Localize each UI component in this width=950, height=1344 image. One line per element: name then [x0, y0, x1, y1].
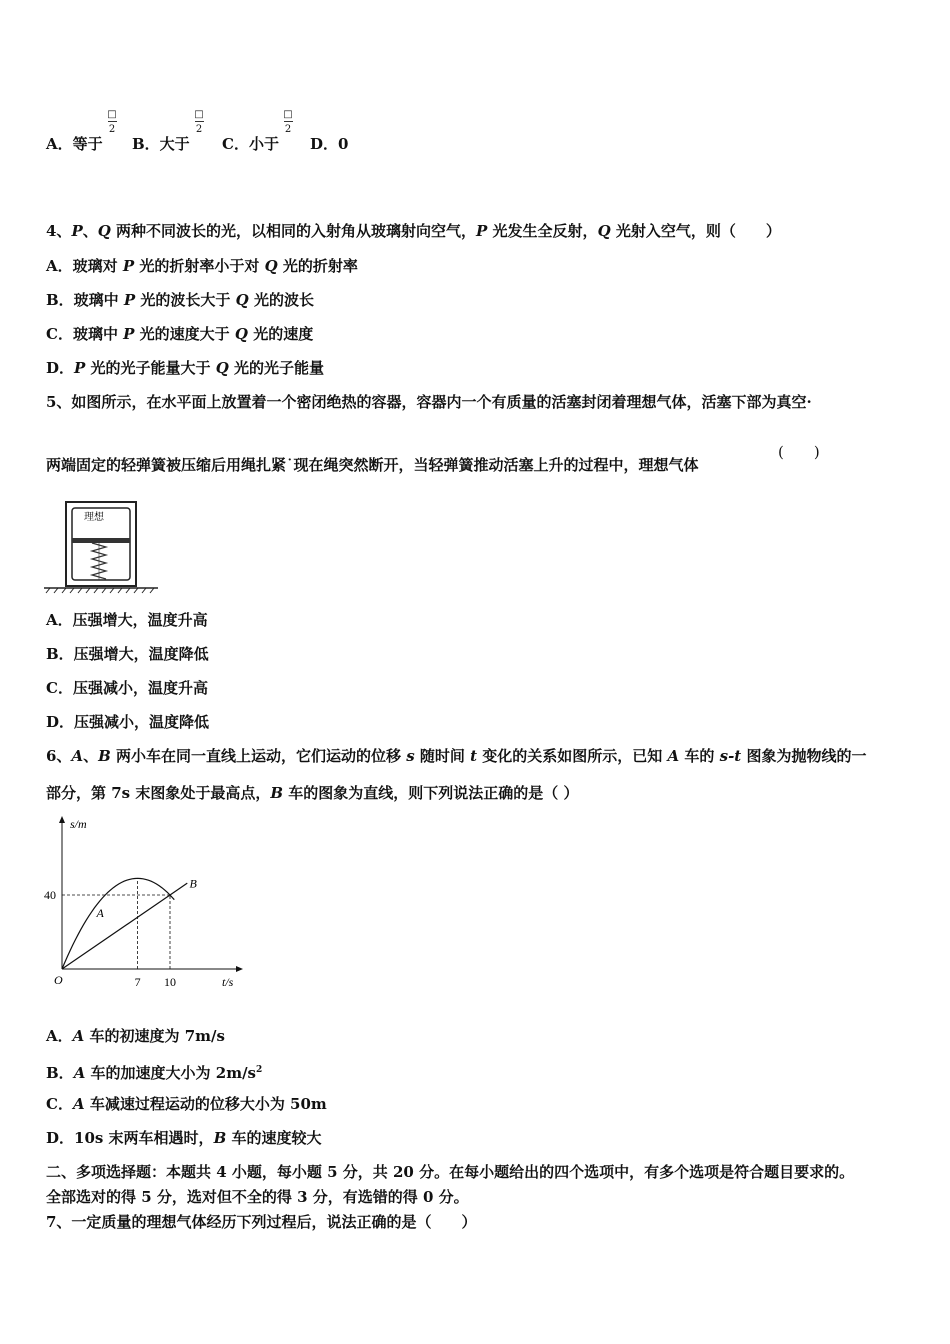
- q5-container-figure: [44, 498, 160, 594]
- section2-heading-line2: 全部选对的得 5 分，选对但不全的得 3 分，有选错的得 0 分。: [46, 1188, 469, 1206]
- section2-heading-line1: 二、多项选择题：本题共 4 小题，每小题 5 分，共 20 分。在每小题给出的四个选项中，有多个选项是符合题目要求的。: [46, 1163, 855, 1181]
- q6-option-d: D．10s 末两车相遇时，B 车的速度较大: [46, 1129, 322, 1147]
- q4-stem: 4、P、Q 两种不同波长的光，以相同的入射角从玻璃射向空气，P 光发生全反射，Q 光射入空气，则（ ）: [46, 222, 781, 240]
- series-b-label: B: [189, 876, 197, 891]
- q6-st-chart: [40, 814, 250, 994]
- fraction-numerator: □: [194, 109, 204, 120]
- q4-option-b: B．玻璃中 P 光的波长大于 Q 光的波长: [46, 291, 314, 309]
- y-axis-label: s/m: [70, 817, 87, 831]
- y-tick-40: 40: [44, 888, 56, 902]
- x-axis-label: t/s: [222, 975, 234, 989]
- q3-option-c: C．小于: [222, 135, 279, 153]
- q6-option-b: B．A 车的加速度大小为 $2m/s^2$: [46, 1064, 263, 1082]
- q6-stem-line2: 部分，第 7s 末图象处于最高点，B 车的图象为直线，则下列说法正确的是（ ）: [46, 784, 579, 802]
- q6-option-a: A．A 车的初速度为 7m/s: [46, 1027, 225, 1045]
- q5-option-c: C．压强减小，温度升高: [46, 679, 208, 697]
- gas-label: 理想: [84, 512, 104, 523]
- q4-option-c: C．玻璃中 P 光的速度大于 Q 光的速度: [46, 325, 314, 343]
- series-a-label: A: [96, 906, 104, 921]
- q5-option-d: D．压强减小，温度降低: [46, 713, 210, 731]
- q7-stem: 7、一定质量的理想气体经历下列过程后，说法正确的是（ ）: [46, 1213, 477, 1231]
- fraction-denominator: 2: [108, 124, 116, 135]
- q6-option-c: C．A 车减速过程运动的位移大小为 50m: [46, 1095, 327, 1113]
- q5-option-b: B．压强增大，温度降低: [46, 645, 209, 663]
- q4-option-d: D．P 光的光子能量大于 Q 光的光子能量: [46, 359, 325, 377]
- q4-option-a: A．玻璃对 P 光的折射率小于对 Q 光的折射率: [46, 257, 358, 275]
- q3-option-a: A．等于: [46, 135, 103, 153]
- fraction-bar: [284, 121, 293, 122]
- q5-stem-line1: 5、如图所示，在水平面上放置着一个密闭绝热的容器，容器内一个有质量的活塞封闭着理想气体，活塞下部为真空·: [46, 393, 812, 411]
- st-chart-svg: [40, 814, 250, 994]
- series-b-line: [62, 883, 187, 969]
- q5-option-a: A．压强增大，温度升高: [46, 611, 208, 629]
- origin-label: O: [54, 973, 63, 987]
- series-a-curve: [62, 878, 174, 969]
- fraction-bar: [108, 121, 117, 122]
- q5-answer-paren: ( ): [778, 443, 820, 461]
- q3-option-b: B．大于: [132, 135, 190, 153]
- q3-option-d: D．0: [310, 135, 349, 153]
- fraction-numerator: □: [107, 109, 117, 120]
- x-tick-7: 7: [134, 975, 141, 989]
- fraction-bar: [195, 121, 204, 122]
- y-axis-arrow: [59, 816, 65, 823]
- fraction-denominator: 2: [284, 124, 292, 135]
- fraction-denominator: 2: [195, 124, 203, 135]
- x-axis-arrow: [236, 966, 243, 972]
- q6-stem-line1: 6、A、B 两小车在同一直线上运动，它们运动的位移 s 随时间 t 变化的关系如图所示，已知 A 车的 s-t 图象为抛物线的一: [46, 747, 867, 765]
- x-tick-10: 10: [164, 975, 176, 989]
- q5-stem-line2: 两端固定的轻弹簧被压缩后用绳扎紧˙现在绳突然断开，当轻弹簧推动活塞上升的过程中，理想气体: [46, 456, 699, 474]
- fraction-numerator: □: [283, 109, 293, 120]
